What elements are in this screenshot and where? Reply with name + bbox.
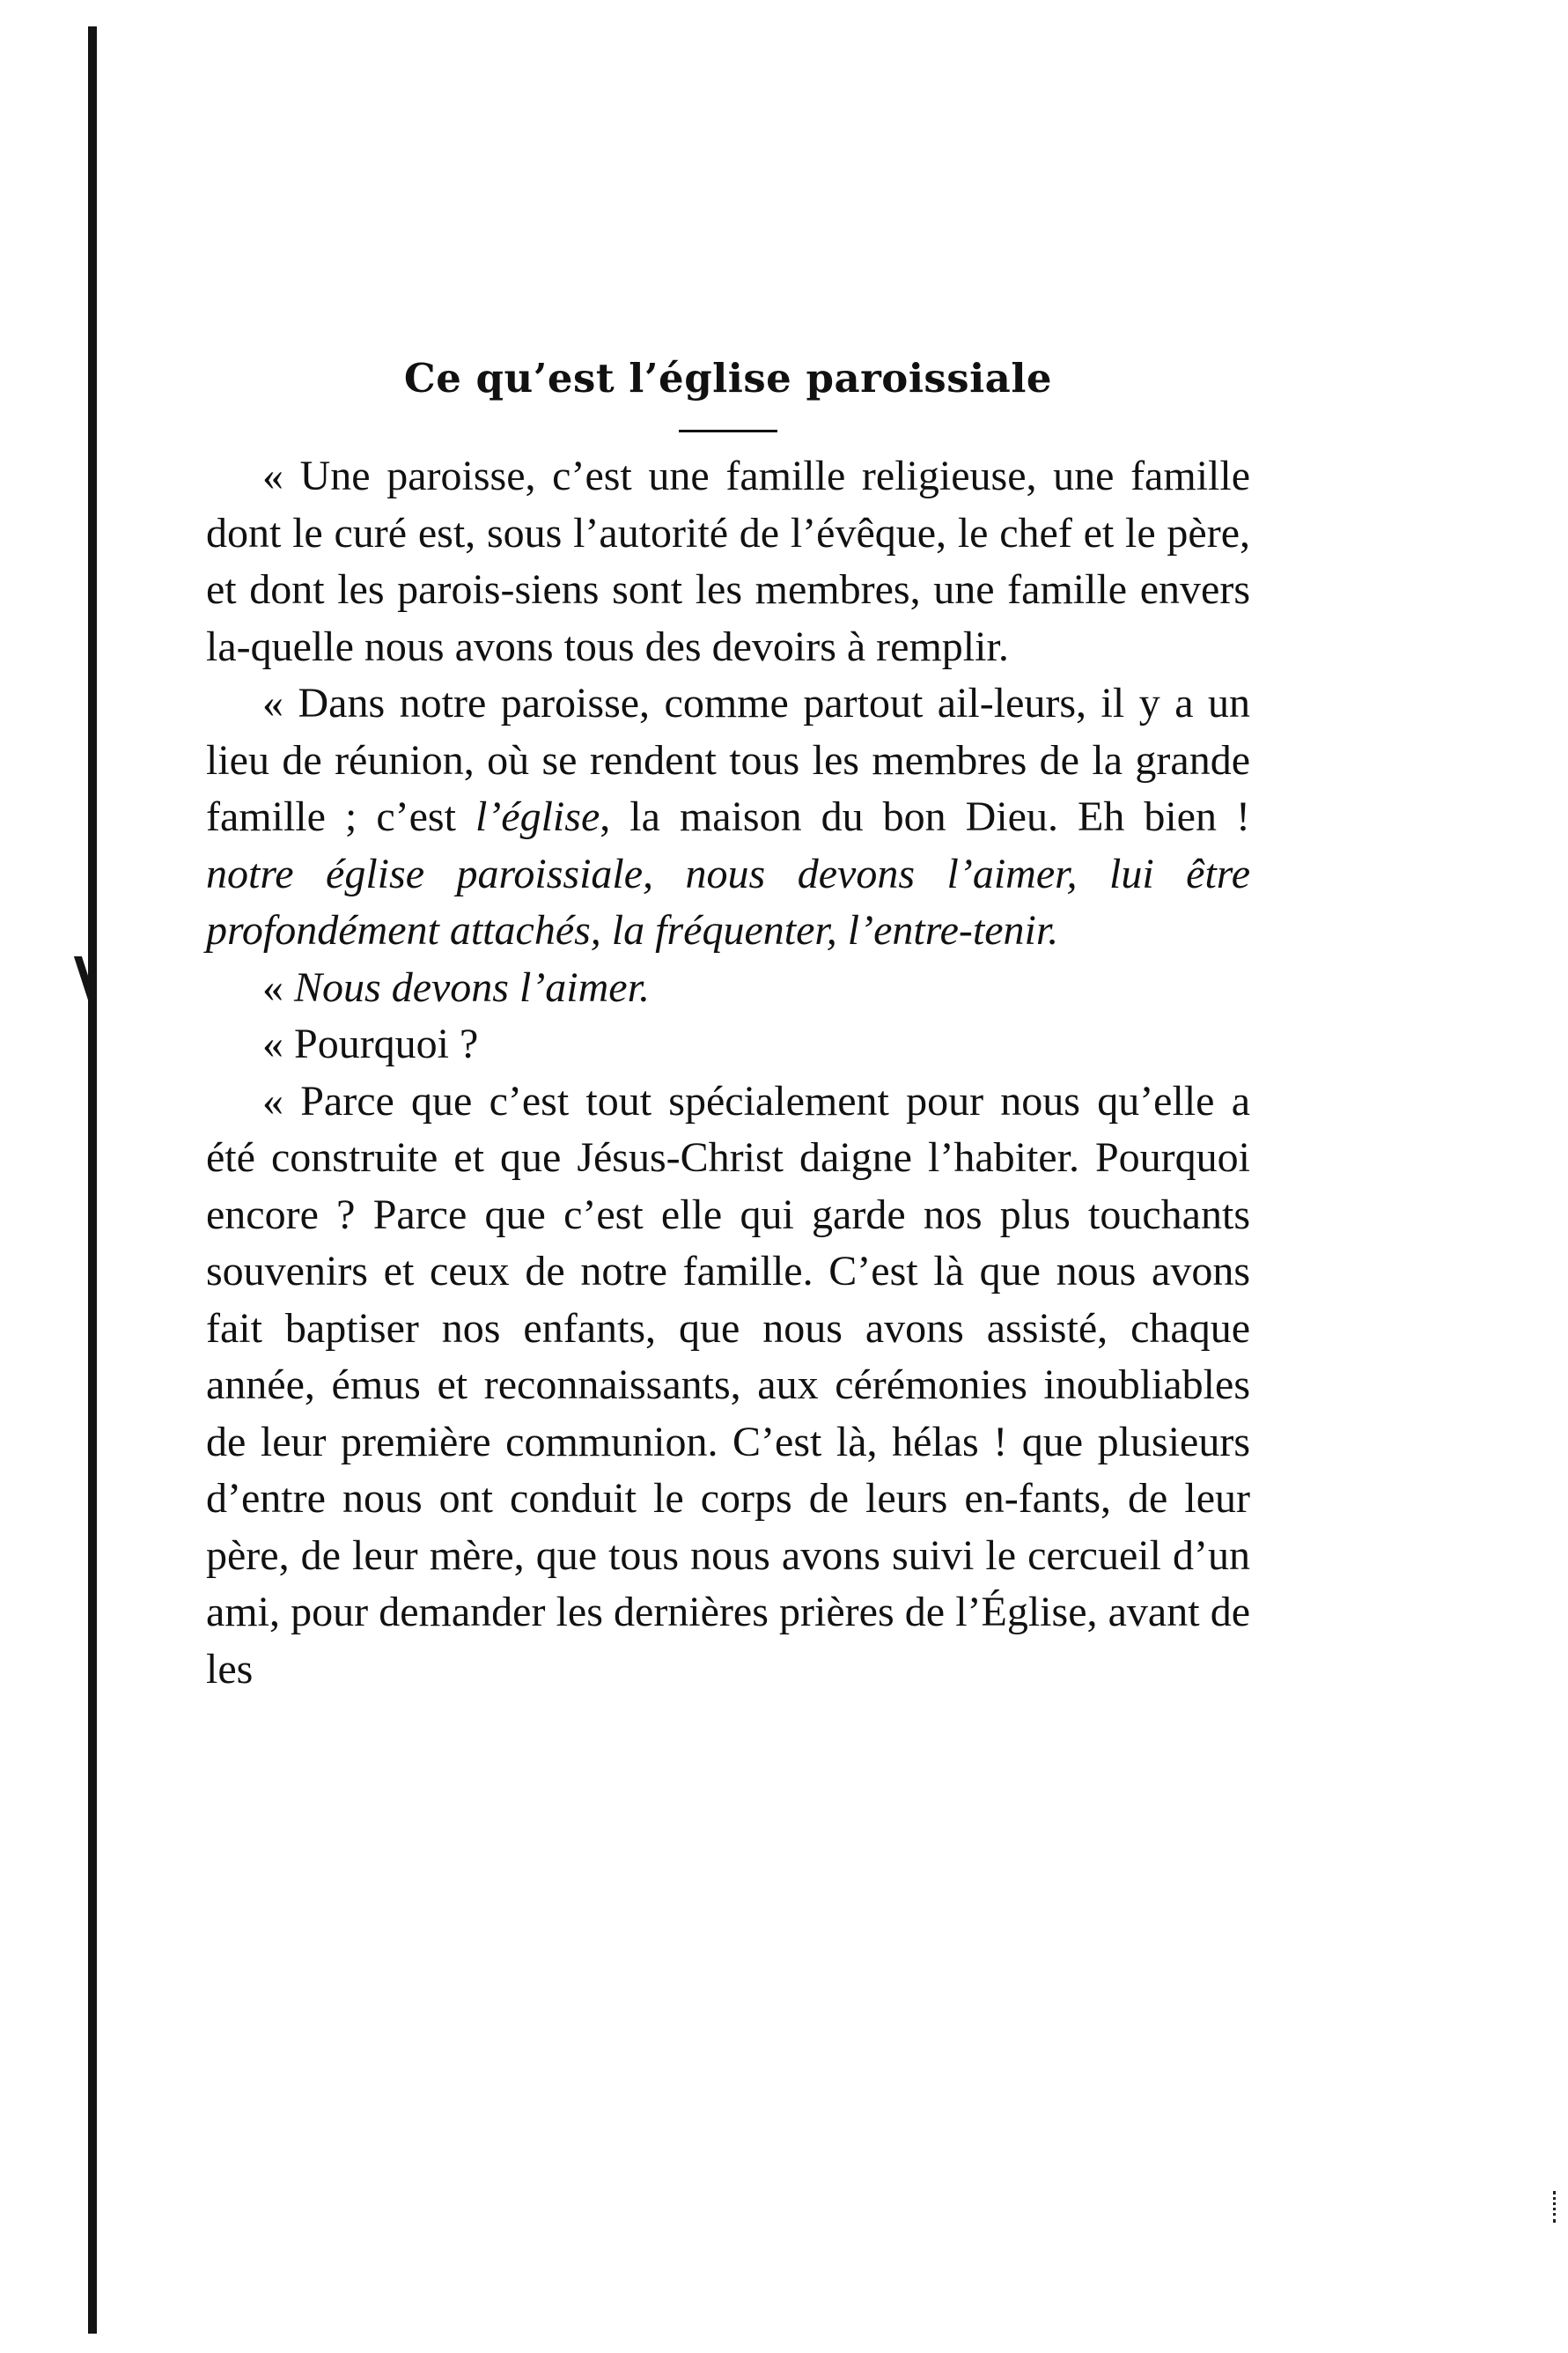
paragraph-4-text: « Pourquoi ? <box>262 1021 479 1067</box>
paragraph-1-text: « Une paroisse, c’est une famille religieuse, une famille dont le curé est, sous l’autorité de l’évêque, le chef et le père, et dont les parois-siens sont les membres, une famille envers la-quelle nous avons tous des devoirs à remplir. <box>206 453 1250 670</box>
paragraph-2-italic-a: l’église <box>475 793 600 840</box>
paragraph-1 <box>206 448 1250 675</box>
paragraph-3-italic-a: Nous devons l’aimer. <box>294 963 650 1011</box>
paragraph-2-text-a: « Dans notre paroisse, comme partout ail-leurs, il y a un lieu de réunion, où se rendent tous les membres de la grande famille ; c’est <box>206 680 1250 840</box>
margin-speck <box>1553 2191 1560 2223</box>
paragraph-5-text: « Parce que c’est tout spécialement pour nous qu’elle a été construite et que Jésus-Christ daigne l’habiter. Pourquoi encore ? Parce que c’est elle qui garde nos plus touchants souvenirs et ceux de notre famille. C’est là que nous avons fait baptiser nos enfants, que nous avons assisté, chaque année, émus et reconnaissants, aux cérémonies inoubliables de leur première communion. C’est là, hélas ! que plusieurs d’entre nous ont conduit le corps de leurs en-fants, de leur père, de leur mère, que tous nous avons suivi le cercueil d’un ami, pour demander les dernières prières de l’Église, avant de les <box>206 1077 1250 1693</box>
paragraph-3 <box>206 960 1250 1017</box>
paragraph-2-italic-b: notre église paroissiale, nous devons l’aimer, lui être profondément attachés, la fréquenter, l’entre-tenir. <box>206 850 1250 954</box>
paragraph-5 <box>206 1073 1250 1699</box>
page-binding-edge <box>88 26 97 2334</box>
paragraph-4 <box>206 1016 1250 1073</box>
title-rule <box>679 430 777 432</box>
page-text-block <box>206 352 1250 1698</box>
paragraph-2 <box>206 675 1250 960</box>
paragraph-2-text-b: , la maison du bon Dieu. Eh bien ! <box>600 793 1251 840</box>
page-title: Ce qu’est l’église paroissiale <box>403 355 1053 402</box>
paragraph-3-text-a: « <box>262 963 294 1011</box>
